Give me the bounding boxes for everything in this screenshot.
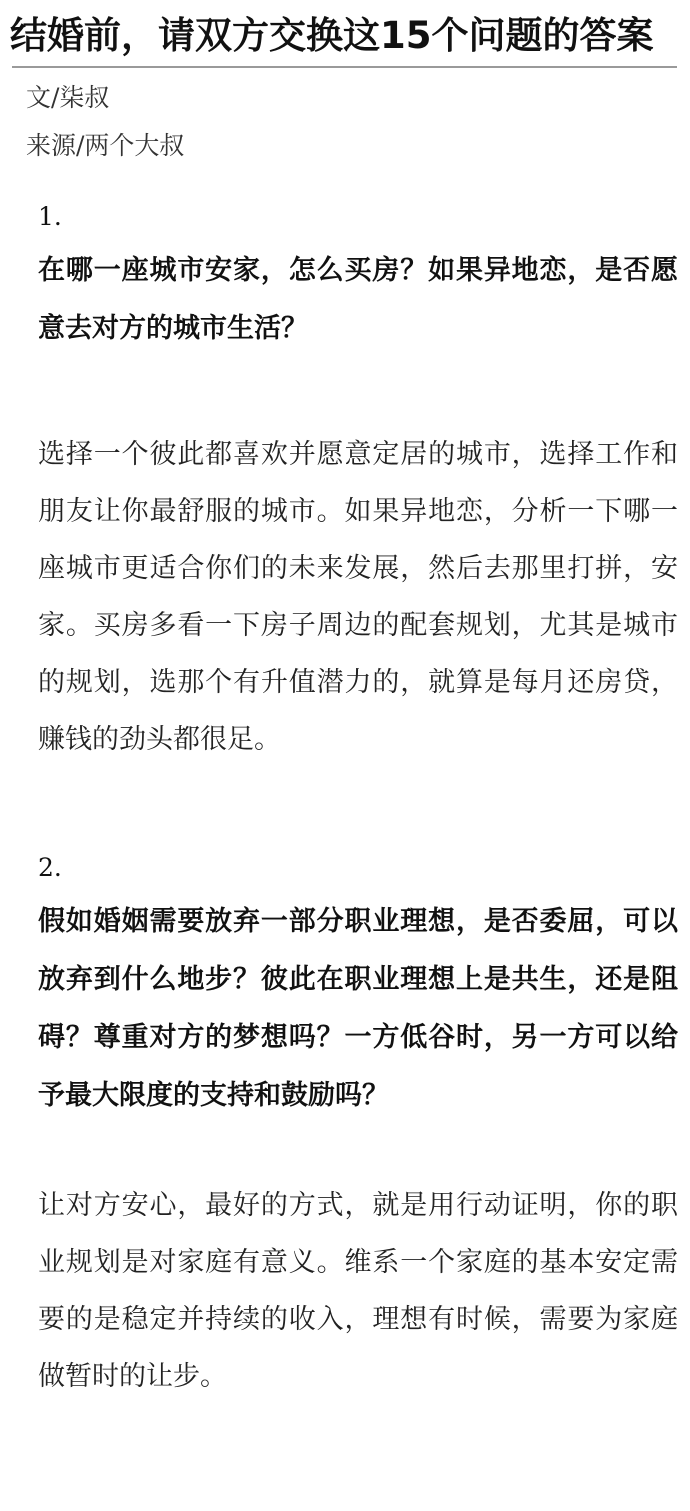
item-question: 假如婚姻需要放弃一部分职业理想，是否委屈，可以放弃到什么地步？彼此在职业理想上是共生，还是阻碍？尊重对方的梦想吗？一方低谷时，另一方可以给予最大限度的支持和鼓励吗？ xyxy=(38,906,678,1111)
qa-item-1 xyxy=(38,192,678,768)
item-number: 1. xyxy=(38,202,62,231)
title-divider xyxy=(12,66,677,68)
article-body xyxy=(38,192,678,1405)
item-answer: 选择一个彼此都喜欢并愿意定居的城市，选择工作和朋友让你最舒服的城市。如果异地恋，分析一下哪一座城市更适合你们的未来发展，然后去那里打拼，安家。买房多看一下房子周边的配套规划，尤其是城市的规划，选那个有升值潜力的，就算是每月还房贷，赚钱的劲头都很足。 xyxy=(38,439,678,755)
author-line: 文/柒叔 xyxy=(26,83,110,112)
qa-item-2 xyxy=(38,843,678,1405)
article-title: 结婚前，请双方交换这15个问题的答案 xyxy=(10,14,654,57)
item-answer: 让对方安心，最好的方式，就是用行动证明，你的职业规划是对家庭有意义。维系一个家庭的基本安定需要的是稳定并持续的收入，理想有时候，需要为家庭做暂时的让步。 xyxy=(38,1190,678,1392)
item-question: 在哪一座城市安家，怎么买房？如果异地恋，是否愿意去对方的城市生活？ xyxy=(38,255,678,344)
source-line: 来源/两个大叔 xyxy=(26,131,185,160)
item-number: 2. xyxy=(38,853,62,882)
